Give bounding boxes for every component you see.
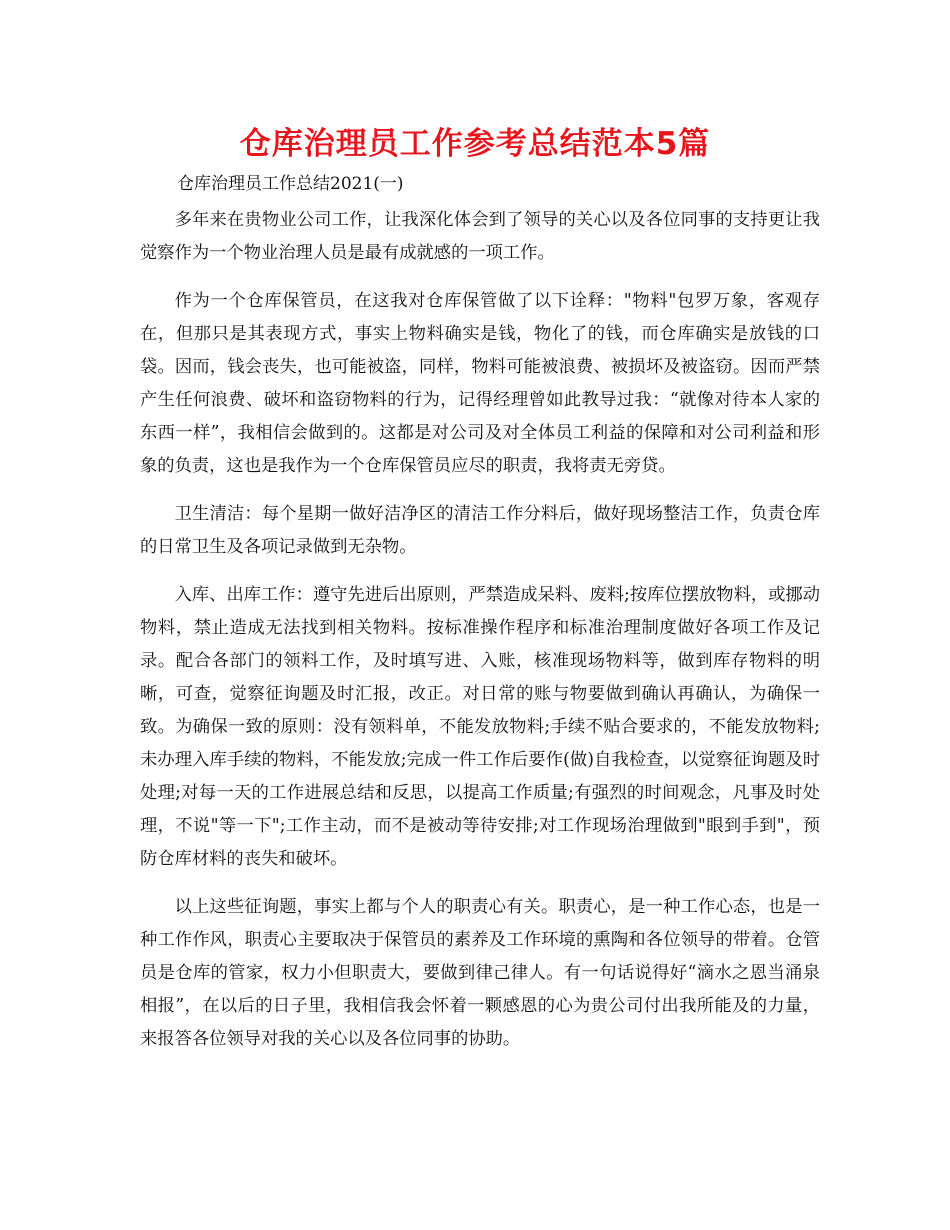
paragraph: 卫生清洁：每个星期一做好洁净区的清洁工作分料后，做好现场整洁工作，负责仓库的日常卫生及各项记录做到无杂物。 xyxy=(140,504,820,557)
paragraph: 多年来在贵物业公司工作，让我深化体会到了领导的关心以及各位同事的支持更让我觉察作为一个物业治理人员是最有成就感的一项工作。 xyxy=(140,210,820,263)
paragraph: 入库、出库工作：遵守先进后出原则，严禁造成呆料、废料;按库位摆放物料，或挪动物料，禁止造成无法找到相关物料。按标准操作程序和标准治理制度做好各项工作及记录。配合各部门的领料工作，及时填写进、入账，核准现场物料等，做到库存物料的明晰，可查，觉察征询题及时汇报，改正。对日常的账与物要做到确认再确认，为确保一致。为确保一致的原则：没有领料单，不能发放物料;手续不贴合要求的，不能发放物料;未办理入库手续的物料，不能发放;完成一件工作后要作(做)自我检查，以觉察征询题及时处理;对每一天的工作进展总结和反思，以提高工作质量;有强烈的时间观念，凡事及时处理，不说"等一下";工作主动，而不是被动等待安排;对工作现场治理做到"眼到手到"，预防仓库材料的丧失和破坏。 xyxy=(140,585,820,869)
paragraph: 以上这些征询题，事实上都与个人的职责心有关。职责心，是一种工作心态，也是一种工作作风，职责心主要取决于保管员的素养及工作环境的熏陶和各位领导的带着。仓管员是仓库的管家，权力小但职责大，要做到律己律人。有一句话说得好“滴水之恩当涌泉相报”，在以后的日子里，我相信我会怀着一颗感恩的心为贵公司付出我所能及的力量，来报答各位领导对我的关心以及各位同事的协助。 xyxy=(140,897,820,1049)
document-body xyxy=(140,204,820,1071)
paragraph: 作为一个仓库保管员，在这我对仓库保管做了以下诠释："物料"包罗万象，客观存在，但那只是其表现方式，事实上物料确实是钱，物化了的钱，而仓库确实是放钱的口袋。因而，钱会丧失，也可能被盗，同样，物料可能被浪费、被损坏及被盗窃。因而严禁产生任何浪费、破坏和盗窃物料的行为，记得经理曾如此教导过我：“就像对待本人家的东西一样”，我相信会做到的。这都是对公司及对全体员工利益的保障和对公司利益和形象的负责，这也是我作为一个仓库保管员应尽的职责，我将责无旁贷。 xyxy=(140,291,820,476)
document-title: 仓库治理员工作参考总结范本5篇 xyxy=(239,126,711,162)
document-subtitle: 仓库治理员工作总结2021(一) xyxy=(177,174,404,194)
